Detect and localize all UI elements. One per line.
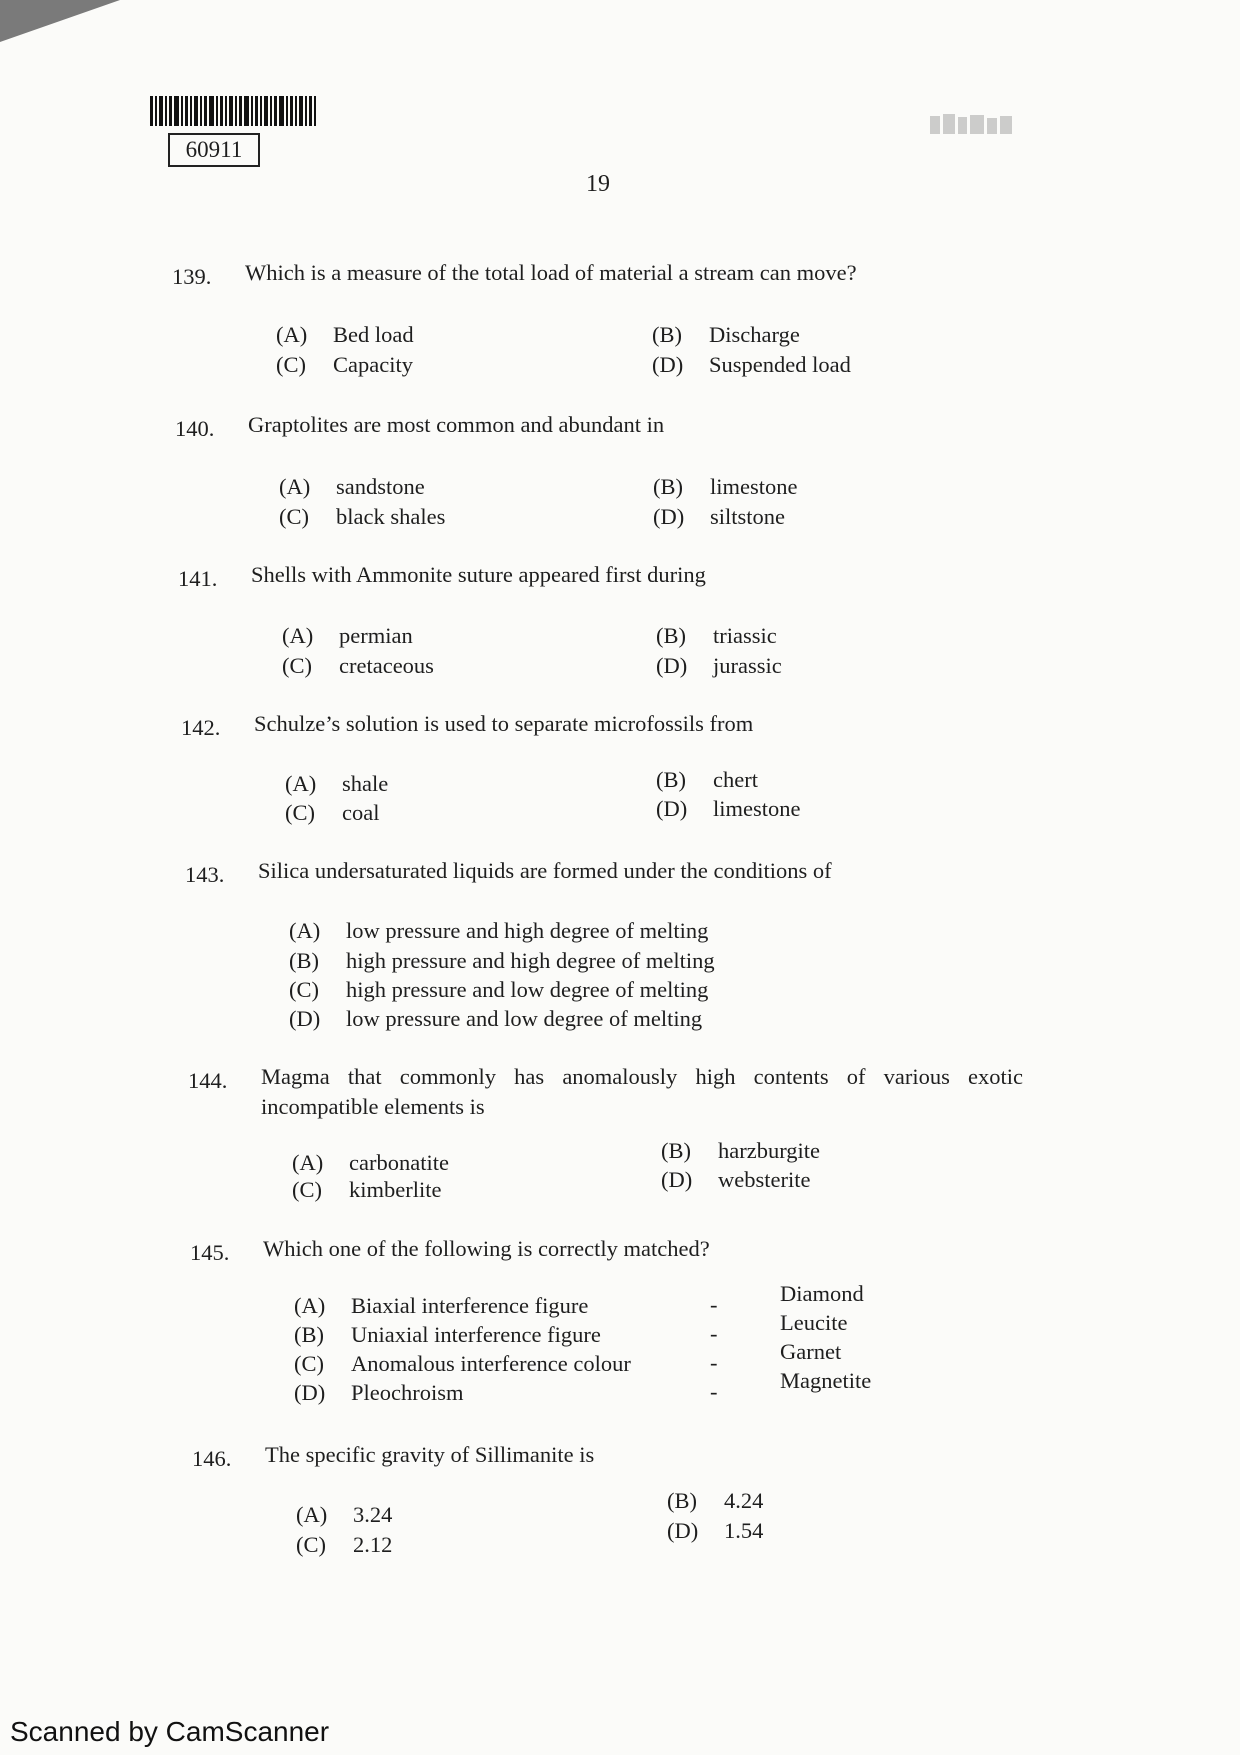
option-d: (D) low pressure and low degree of melting — [289, 1006, 703, 1031]
option-c: (C) cretaceous — [282, 653, 434, 678]
option-b: (B) Uniaxial interference figure — [294, 1322, 601, 1347]
option-a: (A) low pressure and high degree of melting — [289, 918, 709, 943]
option-a: (A) 3.24 — [296, 1502, 393, 1527]
option-a: (A) shale — [285, 771, 389, 796]
option-a: (A) carbonatite — [292, 1150, 449, 1175]
question-number: 141. — [178, 566, 218, 591]
question-number: 146. — [192, 1446, 232, 1471]
option-c: (C) 2.12 — [296, 1532, 393, 1557]
match-mineral: Magnetite — [780, 1368, 872, 1393]
match-dash: - — [710, 1292, 718, 1317]
option-c: (C) Anomalous interference colour — [294, 1351, 631, 1376]
option-d: (D) websterite — [661, 1167, 811, 1192]
option-a: (A) Biaxial interference figure — [294, 1293, 589, 1318]
option-b: (B) high pressure and high degree of melting — [289, 948, 715, 973]
option-b: (B) triassic — [656, 623, 777, 648]
option-a: (A) permian — [282, 623, 413, 648]
option-a: (A) Bed load — [276, 322, 414, 347]
question-number: 144. — [188, 1068, 228, 1093]
option-a: (A) sandstone — [279, 474, 425, 499]
option-d: (D) 1.54 — [667, 1518, 764, 1543]
option-b: (B) Discharge — [652, 322, 800, 347]
option-c: (C) coal — [285, 800, 380, 825]
question-text: Magma that commonly has anomalously high contents of various exotic incompatible elements is — [261, 1064, 1023, 1119]
match-dash: - — [710, 1321, 718, 1346]
page-number: 19 — [586, 171, 610, 197]
option-b: (B) limestone — [653, 474, 798, 499]
question-number: 139. — [172, 264, 212, 289]
question-text: Which one of the following is correctly matched? — [263, 1236, 710, 1261]
option-d: (D) limestone — [656, 796, 801, 821]
question-text: Silica undersaturated liquids are formed under the conditions of — [258, 858, 832, 883]
scan-corner-shadow — [0, 0, 120, 42]
option-b: (B) chert — [656, 767, 758, 792]
option-d: (D) Pleochroism — [294, 1380, 464, 1405]
match-dash: - — [710, 1350, 718, 1375]
match-dash: - — [710, 1379, 718, 1404]
option-c: (C) black shales — [279, 504, 446, 529]
question-text: Shells with Ammonite suture appeared first during — [251, 562, 706, 587]
question-text: The specific gravity of Sillimanite is — [265, 1442, 595, 1467]
option-b: (B) harzburgite — [661, 1138, 821, 1163]
question-number: 145. — [190, 1240, 230, 1265]
option-c: (C) kimberlite — [292, 1177, 442, 1202]
match-mineral: Garnet — [780, 1339, 842, 1364]
option-d: (D) Suspended load — [652, 352, 851, 377]
paper-code: 60911 — [168, 133, 260, 167]
question-text: Graptolites are most common and abundant in — [248, 412, 665, 437]
faded-stamp-mark — [930, 112, 1025, 138]
option-d: (D) siltstone — [653, 504, 786, 529]
option-b: (B) 4.24 — [667, 1488, 764, 1513]
question-number: 143. — [185, 862, 225, 887]
question-text: Which is a measure of the total load of material a stream can move? — [245, 260, 857, 285]
barcode — [150, 96, 316, 126]
option-c: (C) high pressure and low degree of melting — [289, 977, 709, 1002]
question-number: 142. — [181, 715, 221, 740]
question-number: 140. — [175, 416, 215, 441]
match-mineral: Diamond — [780, 1281, 864, 1306]
question-text: Schulze’s solution is used to separate microfossils from — [254, 711, 754, 736]
option-c: (C) Capacity — [276, 352, 413, 377]
match-mineral: Leucite — [780, 1310, 848, 1335]
option-d: (D) jurassic — [656, 653, 782, 678]
camscanner-watermark: Scanned by CamScanner — [10, 1716, 330, 1747]
